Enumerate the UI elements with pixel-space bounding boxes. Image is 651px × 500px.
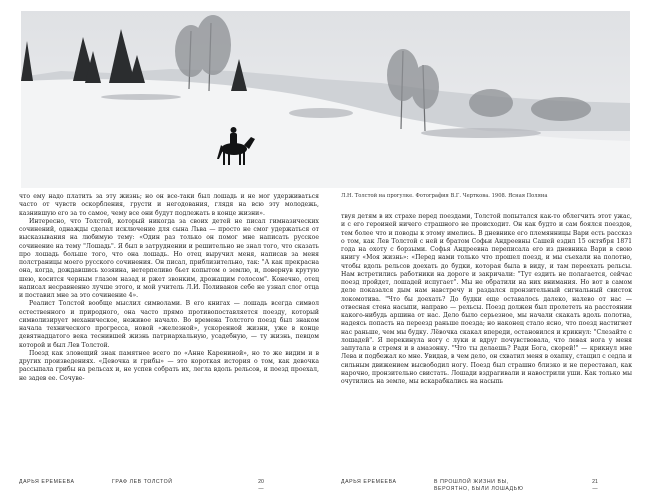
left-page-number bbox=[255, 479, 267, 492]
paragraph: твуя детям в их страхе перед поездами, Толстой попытался как-то облегчить этот ужас, и с его героиней ничего страшного не происходит. Он как будто и сам боялся поездов, тем более что и поводы к этому имелись. В дневнике его племянницы Вари есть рассказ о том, как Лев Толстой с ней и братом Софьи Андреевны Сашей ездил 15 октября 1871 года на охоту с борзыми. Софья Андреевна переписала его из дневника Вари в свою книгу «Моя жизнь»: «Перед нами только что прошел поезд, и мы съехали на полотно, чтобы вдоль рельсов доехать до будки, которая была в виду, и там переехать рельсы. Нам встретились работники на дороге и закричали: "Тут ездить не полагается, сейчас поезд пройдет, лошадей испугает". Мы не обратили на них внимания. Но вот в самом деле показался дым нам навстречу и раздался пронзительный сигнальный свисток локомотива. "Что бы доехать? До будки еще оставалось далеко, налево от нас — отвесная стена насыпи, направо — рельсы. Поезд должен был пролететь на расстоянии какого-нибудь аршина от нас. Дело было серьезное, мы начали скакать вдоль полотна, надеясь попасть на переезд раньше поезда; но наконец стало ясно, что поезд настигнет нас раньше, чем мы будку. Лёвочка скакал впереди, остановился и крикнул: "Слезайте с лошадей". Я перекинула ногу с луки и вдруг почувствовала, что левая нога у меня запутала в стремя и в амазонку. "Что ты делаешь? Ради Бога, скорей!" — крикнул мне Лева и подбежал ко мне. Увидав, в чем дело, он схватил меня в охапку, стащил с седла и сильным движением высвободил ногу. Поезд был страшно близко и не переставал, как нарочно, пронзительно свистать. Лошади вздрагивали и навострили уши. Как только мы очутились на земле, мы вскарабкались на насыпь bbox=[341, 213, 632, 385]
page-number-dash: — bbox=[258, 485, 264, 492]
left-footer-title: ГРАФ ЛЕВ ТОЛСТОЙ bbox=[112, 479, 173, 485]
photo-caption: Л.Н. Толстой на прогулке. Фотография В.Г. Черткова. 1908. Ясная Поляна bbox=[341, 193, 548, 199]
paragraph: что ему надо платить за эту жизнь; но он все-таки был лошадь и не мог удерживаться часто от чувств оскорбления, грусти и негодования, глядя на всю эту молодежь, казнившую его за то самое, чему все они будут подлежать в конце жизни». bbox=[19, 193, 319, 217]
paragraph: Реалист Толстой вообще мыслил символами. В его книгах — лошадь всегда символ естественного и природного, она часто прямо противопоставляется поезду, который символизирует механическое, неживое начало. Во времена Толстого поезд был знаком начала технического прогресса, новой «железной», ускоренной жизни, уже в конце девятнадцатого века теснившей жизнь патриархальную, усадебную, — ту жизнь, певцом которой и был Лев Толстой. bbox=[19, 300, 319, 349]
right-page-number bbox=[589, 479, 601, 492]
page-number-value: 20 bbox=[258, 479, 264, 485]
page-number-value: 21 bbox=[592, 479, 598, 485]
right-page-text bbox=[341, 213, 632, 386]
right-footer-title-line1: В ПРОШЛОЙ ЖИЗНИ ВЫ, bbox=[434, 479, 509, 485]
left-page-text bbox=[19, 193, 319, 383]
page-number-dash: — bbox=[592, 485, 598, 492]
paragraph: Интересно, что Толстой, который никогда за своих детей не писал гимназических сочинений, однажды сделал исключение для сына Льва — просто не смог удержаться от высказывания на любимую тему: «Один раз только он помог мне написать русское сочинение на тему "Лошадь". Я был в затруднении и решительно не знал того, что сказать про лошадь больше того, что она лошадь. Но отец выручил меня, написав за меня полстраницы моего русского сочинения. Он писал, приблизительно, так: "А как прекрасна она, когда, дождавшись хозяина, нетерпеливо бьет копытом о землю, и, повернув крутую шею, косится черным глазом назад и ржет звонким, дрожащим голосом". Конечно, отец написал несравненно лучше этого, и мой учитель Л.И. Поливанов себе не узнал слог отца и поставил мне за это сочинение 4». bbox=[19, 217, 319, 299]
right-footer-author: ДАРЬЯ ЕРЕМЕЕВА bbox=[341, 479, 397, 485]
paragraph: Поезд как зловещий знак памятнее всего по «Анне Карениной», но то же видим и в других произведениях. «Девочка и грибы» — это короткая история о том, как девочка рассыпала грибы на рельсах и, не успев собрать их, легла вдоль рельсов, и поезд проехал, не задев ее. Сочуве- bbox=[19, 349, 319, 382]
left-footer-author: ДАРЬЯ ЕРЕМЕЕВА bbox=[19, 479, 75, 485]
rider-photo bbox=[21, 11, 630, 188]
right-footer-title bbox=[434, 479, 524, 492]
winter-landscape-illustration bbox=[21, 11, 630, 188]
right-footer-title-line2: ВЕРОЯТНО, БЫЛИ ЛОШАДЬЮ bbox=[434, 485, 524, 492]
